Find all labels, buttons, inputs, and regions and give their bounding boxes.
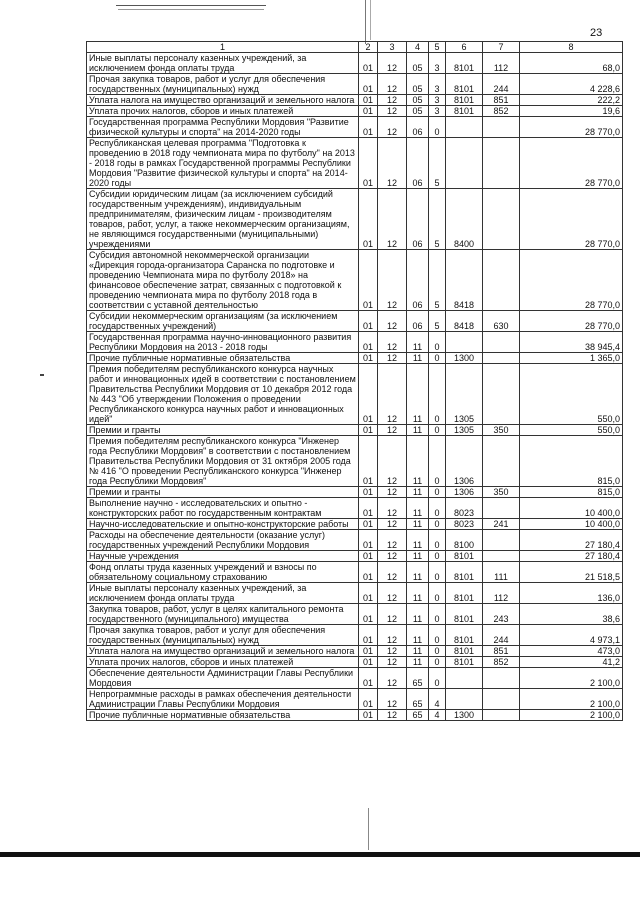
table-row	[87, 498, 623, 519]
row-code-expense-type	[483, 710, 520, 721]
header-col-7: 7	[483, 42, 520, 53]
table-row	[87, 364, 623, 425]
row-code-direction: 1306	[446, 436, 483, 487]
row-code-direction: 8101	[446, 646, 483, 657]
row-code-subprogram: 0	[429, 436, 446, 487]
table-row	[87, 710, 623, 721]
row-code-subprogram: 0	[429, 562, 446, 583]
row-code-subsection: 12	[378, 562, 407, 583]
row-name: Уплата налога на имущество организаций и земельного налога	[87, 95, 359, 106]
row-code-expense-type	[483, 353, 520, 364]
row-name: Субсидии юридическим лицам (за исключением субсидий государственным учреждениям), индивидуальным предпринимателям, физическим лицам - производителям товаров, работ, услуг, а также некоммерческим организациям, не являющимся государственными (муниципальными) учреждениями	[87, 189, 359, 250]
table-row	[87, 138, 623, 189]
row-code-subprogram: 0	[429, 487, 446, 498]
table-row	[87, 189, 623, 250]
row-code-expense-type: 241	[483, 519, 520, 530]
row-name: Прочая закупка товаров, работ и услуг для обеспечения государственных (муниципальных) нужд	[87, 625, 359, 646]
row-code-expense-type: 851	[483, 646, 520, 657]
row-code-section: 01	[359, 551, 378, 562]
row-code-subprogram: 3	[429, 95, 446, 106]
row-code-subprogram: 0	[429, 353, 446, 364]
row-code-subprogram: 0	[429, 117, 446, 138]
row-code-section: 01	[359, 74, 378, 95]
header-col-5: 5	[429, 42, 446, 53]
row-code-expense-type: 244	[483, 625, 520, 646]
row-name: Уплата прочих налогов, сборов и иных платежей	[87, 657, 359, 668]
row-code-section: 01	[359, 498, 378, 519]
row-name: Прочие публичные нормативные обязательства	[87, 710, 359, 721]
table-row	[87, 551, 623, 562]
scan-top-rule	[116, 5, 266, 6]
row-code-section: 01	[359, 710, 378, 721]
row-code-section: 01	[359, 668, 378, 689]
table-row	[87, 425, 623, 436]
scan-bottom-bar	[0, 852, 640, 857]
row-code-subprogram: 0	[429, 583, 446, 604]
row-name: Государственная программа научно-инновационного развития Республики Мордовия на 2013 - 2018 годы	[87, 332, 359, 353]
row-code-direction: 8023	[446, 519, 483, 530]
table-row	[87, 436, 623, 487]
row-code-program: 05	[407, 74, 429, 95]
table-row	[87, 117, 623, 138]
row-code-section: 01	[359, 487, 378, 498]
row-code-direction: 1305	[446, 364, 483, 425]
row-amount: 222,2	[520, 95, 623, 106]
row-code-expense-type	[483, 689, 520, 710]
row-code-direction	[446, 332, 483, 353]
row-code-program: 05	[407, 53, 429, 74]
row-code-subsection: 12	[378, 519, 407, 530]
row-code-direction: 8101	[446, 551, 483, 562]
header-col-6: 6	[446, 42, 483, 53]
row-code-subsection: 12	[378, 530, 407, 551]
row-code-subprogram: 0	[429, 519, 446, 530]
row-code-program: 11	[407, 562, 429, 583]
row-code-direction: 8023	[446, 498, 483, 519]
row-code-expense-type: 112	[483, 583, 520, 604]
row-code-section: 01	[359, 436, 378, 487]
row-code-subprogram: 0	[429, 625, 446, 646]
row-amount: 815,0	[520, 436, 623, 487]
row-code-program: 11	[407, 625, 429, 646]
table-row	[87, 106, 623, 117]
row-code-subprogram: 0	[429, 530, 446, 551]
row-code-program: 65	[407, 710, 429, 721]
row-code-subsection: 12	[378, 364, 407, 425]
row-amount: 28 770,0	[520, 117, 623, 138]
row-amount: 4 228,6	[520, 74, 623, 95]
row-code-program: 11	[407, 364, 429, 425]
row-code-subprogram: 4	[429, 689, 446, 710]
row-code-program: 11	[407, 530, 429, 551]
row-code-expense-type	[483, 551, 520, 562]
row-name: Расходы на обеспечение деятельности (оказание услуг) государственных учреждений Республики Мордовия	[87, 530, 359, 551]
row-code-program: 11	[407, 498, 429, 519]
row-code-direction: 8101	[446, 106, 483, 117]
row-code-subsection: 12	[378, 425, 407, 436]
row-amount: 28 770,0	[520, 311, 623, 332]
row-amount: 28 770,0	[520, 189, 623, 250]
row-name: Уплата прочих налогов, сборов и иных платежей	[87, 106, 359, 117]
row-code-direction: 1306	[446, 487, 483, 498]
row-amount: 2 100,0	[520, 668, 623, 689]
row-code-direction: 8101	[446, 53, 483, 74]
row-code-direction: 8101	[446, 74, 483, 95]
budget-table	[86, 41, 623, 721]
row-code-expense-type: 243	[483, 604, 520, 625]
row-code-expense-type	[483, 189, 520, 250]
row-code-program: 05	[407, 106, 429, 117]
row-code-program: 11	[407, 487, 429, 498]
row-code-section: 01	[359, 117, 378, 138]
row-code-program: 11	[407, 604, 429, 625]
row-code-program: 05	[407, 95, 429, 106]
row-code-expense-type	[483, 668, 520, 689]
row-code-subsection: 12	[378, 551, 407, 562]
table-row	[87, 668, 623, 689]
scan-margin-mark	[40, 374, 44, 376]
row-code-program: 11	[407, 646, 429, 657]
row-code-section: 01	[359, 364, 378, 425]
row-code-section: 01	[359, 562, 378, 583]
row-name: Субсидия автономной некоммерческой организации «Дирекция города-организатора Саранска по подготовке и проведению Чемпионата мира по футболу 2018» на финансовое обеспечение затрат, связанных с подготовкой к проведению чемпионата мира по футболу 2018 года в соответствии с уставной деятельностью	[87, 250, 359, 311]
header-col-4: 4	[407, 42, 429, 53]
row-amount: 28 770,0	[520, 250, 623, 311]
row-amount: 815,0	[520, 487, 623, 498]
row-name: Непрограммные расходы в рамках обеспечения деятельности Администрации Главы Республики Мордовия	[87, 689, 359, 710]
row-amount: 38 945,4	[520, 332, 623, 353]
table-row	[87, 530, 623, 551]
table-row	[87, 95, 623, 106]
row-name: Прочая закупка товаров, работ и услуг для обеспечения государственных (муниципальных) нужд	[87, 74, 359, 95]
row-code-section: 01	[359, 106, 378, 117]
row-code-subprogram: 0	[429, 551, 446, 562]
row-code-direction: 8101	[446, 657, 483, 668]
row-code-direction: 1300	[446, 710, 483, 721]
row-code-program: 06	[407, 250, 429, 311]
row-code-subsection: 12	[378, 646, 407, 657]
row-code-expense-type: 350	[483, 425, 520, 436]
table-row	[87, 519, 623, 530]
row-code-section: 01	[359, 95, 378, 106]
table-row	[87, 487, 623, 498]
row-code-section: 01	[359, 311, 378, 332]
row-code-section: 01	[359, 189, 378, 250]
row-code-program: 06	[407, 189, 429, 250]
table-row	[87, 311, 623, 332]
row-code-subprogram: 5	[429, 189, 446, 250]
scan-top-rule-secondary	[118, 9, 264, 10]
row-code-direction: 8101	[446, 583, 483, 604]
row-code-section: 01	[359, 425, 378, 436]
header-col-3: 3	[378, 42, 407, 53]
row-code-expense-type	[483, 436, 520, 487]
row-code-subsection: 12	[378, 436, 407, 487]
row-code-subsection: 12	[378, 668, 407, 689]
row-code-expense-type	[483, 117, 520, 138]
row-code-subprogram: 5	[429, 311, 446, 332]
row-code-subsection: 12	[378, 710, 407, 721]
row-name: Выполнение научно - исследовательских и опытно - конструкторских работ по государственным контрактам	[87, 498, 359, 519]
row-code-program: 06	[407, 138, 429, 189]
row-amount: 19,6	[520, 106, 623, 117]
row-name: Премия победителям республиканского конкурса "Инженер года Республики Мордовия" в соответствии с постановлением Правительства Республики Мордовия от 31 октября 2005 года № 416 "О проведении Республиканского конкурса "Инженер года Республики Мордовия"	[87, 436, 359, 487]
row-code-section: 01	[359, 353, 378, 364]
row-amount: 41,2	[520, 657, 623, 668]
row-code-section: 01	[359, 519, 378, 530]
scan-fold-line-secondary	[370, 0, 371, 40]
page-number: 23	[590, 27, 603, 39]
row-code-section: 01	[359, 657, 378, 668]
row-amount: 550,0	[520, 364, 623, 425]
row-code-expense-type: 350	[483, 487, 520, 498]
row-code-expense-type: 111	[483, 562, 520, 583]
row-code-program: 06	[407, 311, 429, 332]
table-row	[87, 74, 623, 95]
row-code-subprogram: 0	[429, 364, 446, 425]
row-code-section: 01	[359, 250, 378, 311]
row-code-section: 01	[359, 530, 378, 551]
row-code-subsection: 12	[378, 138, 407, 189]
row-amount: 68,0	[520, 53, 623, 74]
row-name: Субсидии некоммерческим организациям (за исключением государственных учреждений)	[87, 311, 359, 332]
row-amount: 4 973,1	[520, 625, 623, 646]
row-code-expense-type	[483, 250, 520, 311]
row-code-section: 01	[359, 53, 378, 74]
row-code-direction	[446, 138, 483, 189]
row-code-subprogram: 3	[429, 106, 446, 117]
row-code-program: 11	[407, 583, 429, 604]
row-amount: 21 518,5	[520, 562, 623, 583]
row-code-section: 01	[359, 138, 378, 189]
row-name: Премия победителям республиканского конкурса научных работ и инновационных идей в соответствии с постановлением Правительства Республики Мордовия от 10 декабря 2012 года № 443 "Об утверждении Положения о проведении Республиканского конкурса научных работ и инновационных идей"	[87, 364, 359, 425]
table-header-row	[87, 42, 623, 53]
row-code-program: 65	[407, 689, 429, 710]
row-code-program: 11	[407, 436, 429, 487]
row-amount: 550,0	[520, 425, 623, 436]
row-code-direction: 8418	[446, 311, 483, 332]
row-code-subsection: 12	[378, 95, 407, 106]
row-name: Прочие публичные нормативные обязательства	[87, 353, 359, 364]
row-code-subprogram: 3	[429, 74, 446, 95]
table-row	[87, 689, 623, 710]
row-code-direction: 8400	[446, 189, 483, 250]
row-code-expense-type: 244	[483, 74, 520, 95]
row-name: Премии и гранты	[87, 425, 359, 436]
row-code-section: 01	[359, 625, 378, 646]
row-code-program: 11	[407, 551, 429, 562]
row-code-subprogram: 5	[429, 138, 446, 189]
row-code-subsection: 12	[378, 189, 407, 250]
row-code-section: 01	[359, 604, 378, 625]
row-amount: 27 180,4	[520, 551, 623, 562]
row-amount: 473,0	[520, 646, 623, 657]
table-row	[87, 657, 623, 668]
table-row	[87, 604, 623, 625]
row-code-direction: 8418	[446, 250, 483, 311]
header-col-2: 2	[359, 42, 378, 53]
header-col-1: 1	[87, 42, 359, 53]
row-code-subprogram: 5	[429, 250, 446, 311]
row-code-expense-type: 630	[483, 311, 520, 332]
row-code-expense-type: 852	[483, 657, 520, 668]
row-code-subsection: 12	[378, 353, 407, 364]
table-row	[87, 625, 623, 646]
row-code-subprogram: 0	[429, 332, 446, 353]
row-code-section: 01	[359, 646, 378, 657]
row-name: Уплата налога на имущество организаций и земельного налога	[87, 646, 359, 657]
scan-fold-line	[365, 0, 366, 44]
table-row	[87, 353, 623, 364]
row-name: Закупка товаров, работ, услуг в целях капитального ремонта государственного (муниципального) имущества	[87, 604, 359, 625]
row-code-subprogram: 0	[429, 425, 446, 436]
row-amount: 2 100,0	[520, 710, 623, 721]
row-code-program: 11	[407, 425, 429, 436]
row-name: Государственная программа Республики Мордовия "Развитие физической культуры и спорта" на 2014-2020 годы	[87, 117, 359, 138]
row-code-expense-type: 852	[483, 106, 520, 117]
row-code-subprogram: 4	[429, 710, 446, 721]
row-amount: 38,6	[520, 604, 623, 625]
table-row	[87, 332, 623, 353]
table-row	[87, 562, 623, 583]
header-col-8: 8	[520, 42, 623, 53]
row-amount: 10 400,0	[520, 498, 623, 519]
row-code-expense-type	[483, 530, 520, 551]
row-name: Научные учреждения	[87, 551, 359, 562]
row-code-expense-type: 851	[483, 95, 520, 106]
row-amount: 28 770,0	[520, 138, 623, 189]
row-code-expense-type: 112	[483, 53, 520, 74]
row-code-program: 11	[407, 657, 429, 668]
row-code-expense-type	[483, 332, 520, 353]
scan-fold-line-bottom	[368, 808, 369, 850]
row-code-expense-type	[483, 138, 520, 189]
row-code-subsection: 12	[378, 657, 407, 668]
row-amount: 2 100,0	[520, 689, 623, 710]
row-name: Республиканская целевая программа "Подготовка к проведению в 2018 году чемпионата мира по футболу" на 2013 - 2018 годы в рамках Государственной программы Республики Мордовия "Развитие физической культуры и спорта" на 2014-2020 годы	[87, 138, 359, 189]
row-amount: 27 180,4	[520, 530, 623, 551]
row-code-subsection: 12	[378, 583, 407, 604]
row-code-subsection: 12	[378, 311, 407, 332]
row-code-subsection: 12	[378, 53, 407, 74]
row-name: Премии и гранты	[87, 487, 359, 498]
row-code-subsection: 12	[378, 498, 407, 519]
row-code-subprogram: 0	[429, 604, 446, 625]
row-name: Фонд оплаты труда казенных учреждений и взносы по обязательному социальному страхованию	[87, 562, 359, 583]
table-row	[87, 250, 623, 311]
row-code-section: 01	[359, 583, 378, 604]
row-code-subsection: 12	[378, 689, 407, 710]
row-name: Научно-исследовательские и опытно-конструкторские работы	[87, 519, 359, 530]
row-code-subsection: 12	[378, 250, 407, 311]
row-code-direction: 8100	[446, 530, 483, 551]
row-code-subsection: 12	[378, 604, 407, 625]
row-code-subsection: 12	[378, 487, 407, 498]
row-code-subprogram: 0	[429, 646, 446, 657]
row-code-program: 06	[407, 117, 429, 138]
row-code-direction: 8101	[446, 625, 483, 646]
row-code-section: 01	[359, 332, 378, 353]
row-code-direction	[446, 668, 483, 689]
row-code-subprogram: 3	[429, 53, 446, 74]
table-row	[87, 646, 623, 657]
row-code-program: 11	[407, 519, 429, 530]
row-code-direction: 1300	[446, 353, 483, 364]
row-amount: 10 400,0	[520, 519, 623, 530]
row-code-program: 65	[407, 668, 429, 689]
row-code-program: 11	[407, 353, 429, 364]
row-amount: 136,0	[520, 583, 623, 604]
row-code-subsection: 12	[378, 106, 407, 117]
table-row	[87, 583, 623, 604]
row-code-direction: 1305	[446, 425, 483, 436]
row-code-program: 11	[407, 332, 429, 353]
row-code-subsection: 12	[378, 117, 407, 138]
row-code-expense-type	[483, 364, 520, 425]
row-code-subsection: 12	[378, 332, 407, 353]
row-name: Иные выплаты персоналу казенных учреждений, за исключением фонда оплаты труда	[87, 53, 359, 74]
row-name: Обеспечение деятельности Администрации Главы Республики Мордовия	[87, 668, 359, 689]
row-code-subprogram: 0	[429, 668, 446, 689]
row-code-section: 01	[359, 689, 378, 710]
row-code-subprogram: 0	[429, 498, 446, 519]
row-code-direction: 8101	[446, 562, 483, 583]
table-row	[87, 53, 623, 74]
row-code-direction	[446, 117, 483, 138]
row-code-subprogram: 0	[429, 657, 446, 668]
row-code-subsection: 12	[378, 74, 407, 95]
row-name: Иные выплаты персоналу казенных учреждений, за исключением фонда оплаты труда	[87, 583, 359, 604]
table-body	[87, 42, 623, 721]
row-code-expense-type	[483, 498, 520, 519]
row-code-direction: 8101	[446, 604, 483, 625]
row-code-direction: 8101	[446, 95, 483, 106]
row-code-direction	[446, 689, 483, 710]
row-amount: 1 365,0	[520, 353, 623, 364]
row-code-subsection: 12	[378, 625, 407, 646]
